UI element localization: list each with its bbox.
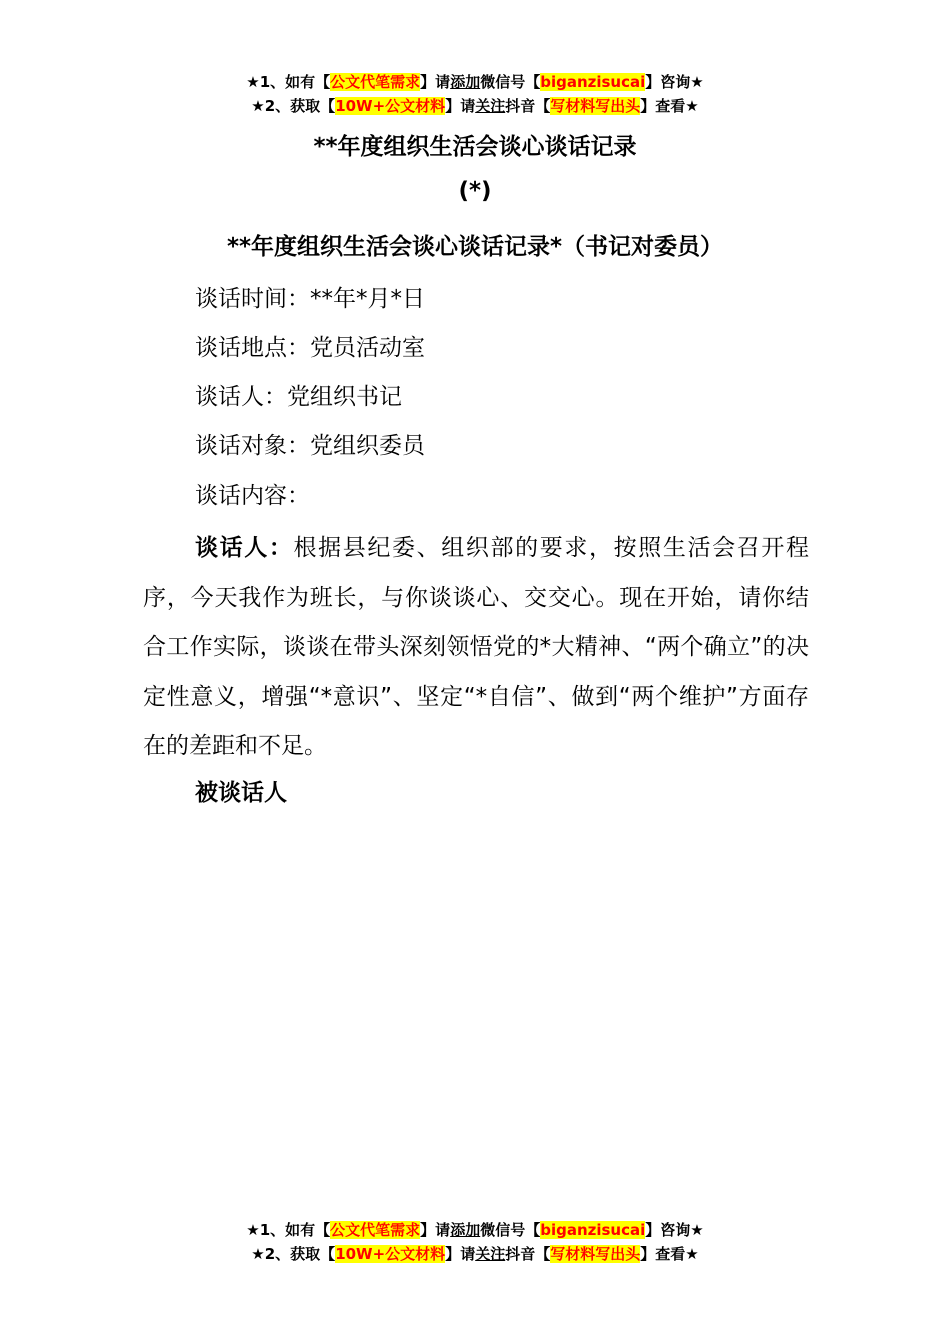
banner-text: 】咨询★ — [645, 1221, 704, 1239]
banner-text: ★1、如有【 — [246, 73, 331, 91]
underlined-text: 关注 — [475, 1245, 506, 1263]
highlight-text: 公文代笔需求 — [330, 1221, 421, 1239]
document-subtitle: (*) — [458, 178, 492, 204]
douyin-id: 写材料写出头 — [550, 97, 641, 115]
banner-text: 】请 — [420, 1221, 451, 1239]
banner-line-2 — [0, 1242, 950, 1266]
banner-text: 】请 — [445, 97, 476, 115]
banner-text: ★1、如有【 — [246, 1221, 331, 1239]
speaker-lead: 谈话人： — [195, 535, 294, 561]
banner-text: 微信号【 — [480, 73, 541, 91]
highlight-text: 10W+公文材料 — [335, 97, 446, 115]
talk-target: 谈话对象：党组织委员 — [195, 433, 425, 459]
banner-line-1 — [0, 70, 950, 94]
banner-text: 】咨询★ — [645, 73, 704, 91]
footer-banner — [0, 1218, 950, 1266]
document-title: **年度组织生活会谈心谈话记录 — [313, 134, 637, 160]
respondent-label: 被谈话人 — [195, 780, 287, 806]
banner-text: 抖音【 — [505, 97, 551, 115]
header-banner — [0, 70, 950, 118]
banner-text: 】查看★ — [640, 97, 699, 115]
underlined-text: 关注 — [475, 97, 506, 115]
banner-text: ★2、获取【 — [251, 97, 336, 115]
speaker-paragraph — [143, 524, 809, 772]
highlight-text: 公文代笔需求 — [330, 73, 421, 91]
underlined-text: 添加 — [450, 1221, 481, 1239]
talk-speaker: 谈话人：党组织书记 — [195, 384, 402, 410]
banner-text: 微信号【 — [480, 1221, 541, 1239]
banner-text: 】请 — [445, 1245, 476, 1263]
underlined-text: 添加 — [450, 73, 481, 91]
banner-text: ★2、获取【 — [251, 1245, 336, 1263]
banner-line-1 — [0, 1218, 950, 1242]
banner-line-2 — [0, 94, 950, 118]
banner-text: 抖音【 — [505, 1245, 551, 1263]
talk-content-label: 谈话内容： — [195, 483, 310, 509]
banner-text: 】请 — [420, 73, 451, 91]
wechat-id: biganzisucai — [540, 1221, 646, 1239]
douyin-id: 写材料写出头 — [550, 1245, 641, 1263]
banner-text: 】查看★ — [640, 1245, 699, 1263]
wechat-id: biganzisucai — [540, 73, 646, 91]
highlight-text: 10W+公文材料 — [335, 1245, 446, 1263]
talk-time: 谈话时间：**年*月*日 — [195, 286, 425, 312]
speaker-body: 根据县纪委、组织部的要求，按照生活会召开程序，今天我作为班长，与你谈谈心、交交心。现在开始，请你结合工作实际，谈谈在带头深刻领悟党的*大精神、“两个确立”的决定性意义，增强“*意识”、坚定“*自信”、做到“两个维护”方面存在的差距和不足。 — [143, 535, 809, 760]
talk-place: 谈话地点：党员活动室 — [195, 335, 425, 361]
section-heading: **年度组织生活会谈心谈话记录*（书记对委员） — [226, 234, 724, 260]
